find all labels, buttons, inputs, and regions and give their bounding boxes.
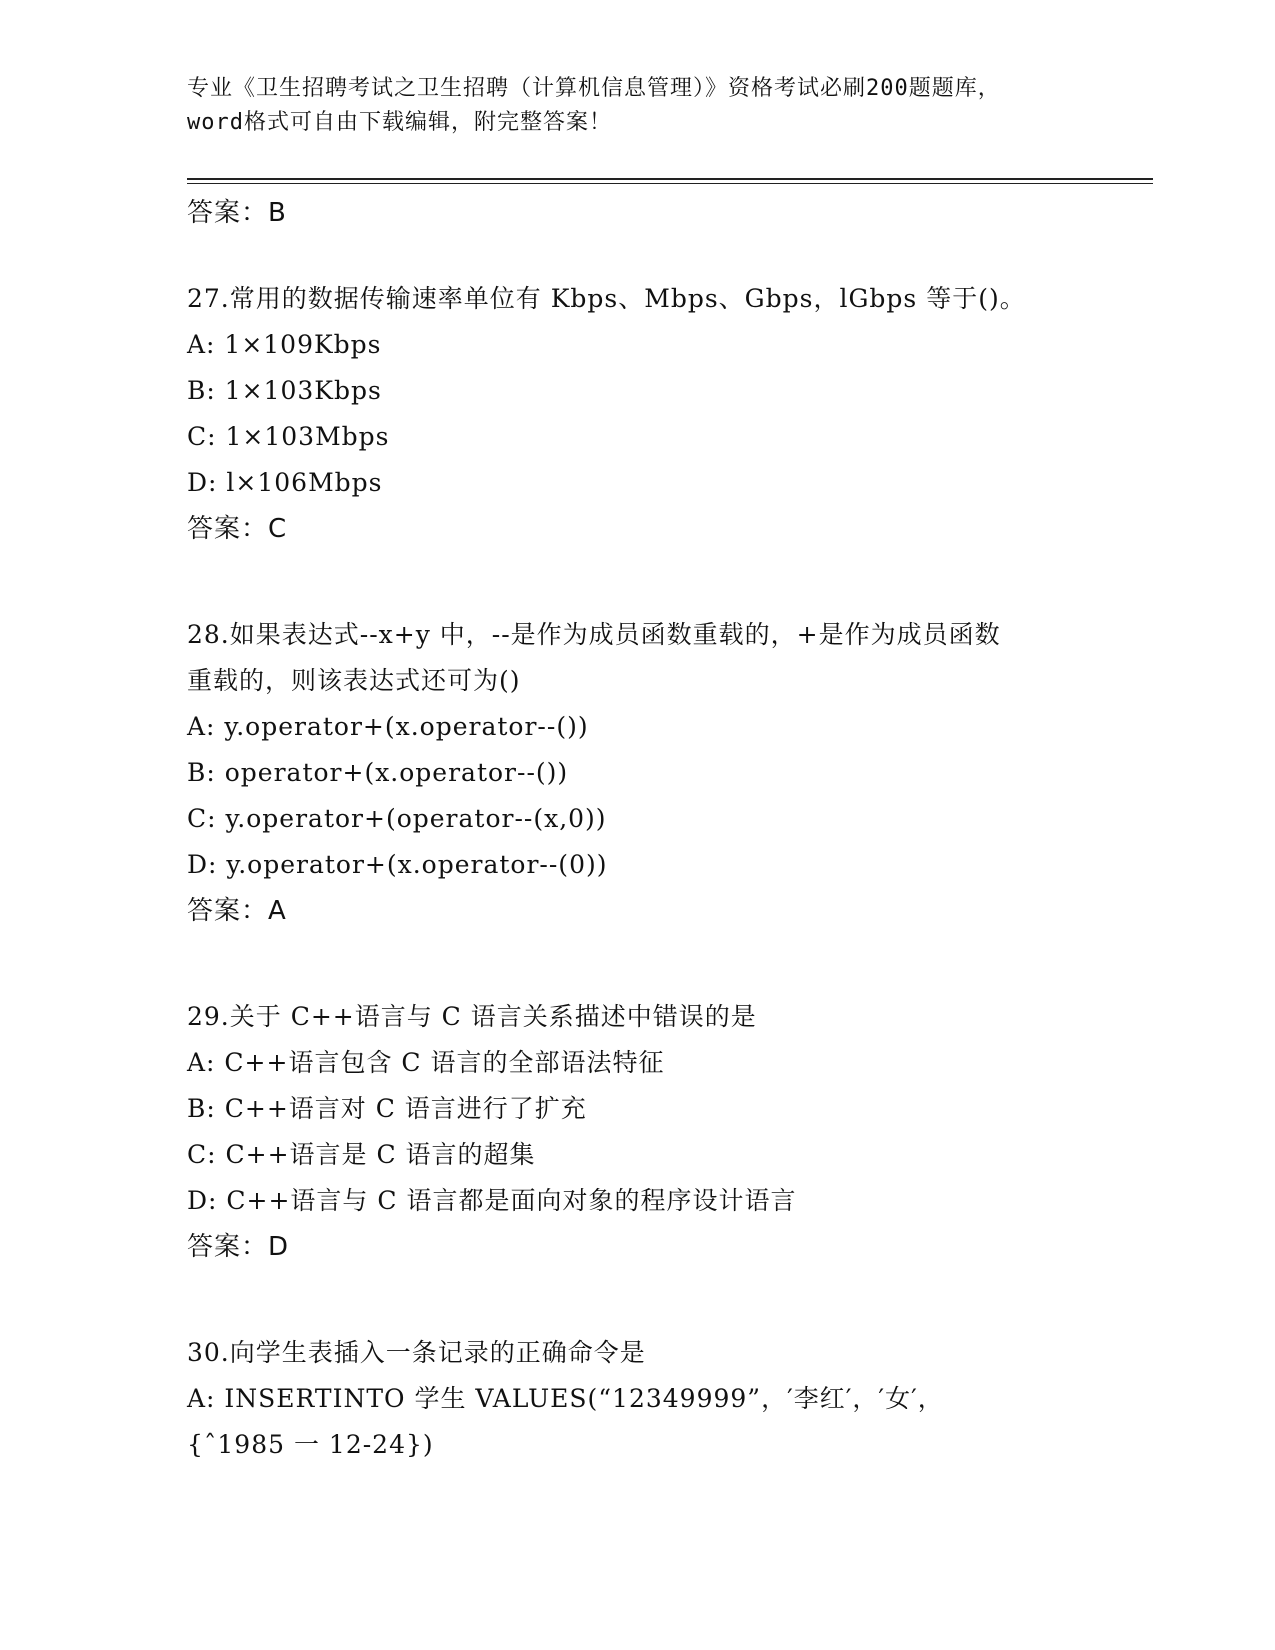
header-line-1: 专业《卫生招聘考试之卫生招聘（计算机信息管理）》资格考试必刷200题题库， — [187, 76, 1001, 101]
option-b: B: C++语言对 C 语言进行了扩充 — [187, 1094, 587, 1123]
answer-label: 答案：D — [187, 1232, 290, 1262]
option-a: A: C++语言包含 C 语言的全部语法特征 — [187, 1048, 665, 1077]
option-c: C: 1×103Mbps — [187, 422, 390, 451]
option-b: B: operator+(x.operator--()) — [187, 758, 569, 787]
question-text: 28.如果表达式--x+y 中，--是作为成员函数重载的，+是作为成员函数 — [187, 620, 1001, 649]
answer-label: 答案：C — [187, 514, 288, 544]
question-text-cont: 重载的，则该表达式还可为() — [187, 666, 521, 695]
option-d: D: l×106Mbps — [187, 468, 383, 497]
answer-label: 答案：B — [187, 198, 287, 228]
option-a: A: 1×109Kbps — [187, 330, 382, 359]
option-c: C: y.operator+(operator--(x,0)) — [187, 804, 607, 833]
question-text: 29.关于 C++语言与 C 语言关系描述中错误的是 — [187, 1002, 757, 1031]
document-header — [187, 72, 1087, 140]
answer-block-prev — [187, 190, 1147, 236]
question-27 — [187, 276, 1147, 552]
option-c: C: C++语言是 C 语言的超集 — [187, 1140, 536, 1169]
header-divider-thin — [187, 183, 1153, 184]
option-d: D: y.operator+(x.operator--(0)) — [187, 850, 608, 879]
question-30 — [187, 1330, 1147, 1468]
option-a: A: y.operator+(x.operator--()) — [187, 712, 589, 741]
header-line-2: word格式可自由下载编辑，附完整答案！ — [187, 110, 612, 135]
question-28 — [187, 612, 1147, 934]
option-b: B: 1×103Kbps — [187, 376, 382, 405]
option-a: A: INSERTINTO 学生 VALUES(“12349999”，′李红′，′女′， — [187, 1384, 944, 1413]
question-text: 27.常用的数据传输速率单位有 Kbps、Mbps、Gbps，lGbps 等于()。 — [187, 284, 1026, 313]
header-divider — [187, 178, 1153, 180]
option-d: D: C++语言与 C 语言都是面向对象的程序设计语言 — [187, 1186, 797, 1215]
option-a-cont: {ˆ1985 一 12-24}) — [187, 1430, 434, 1459]
question-list — [187, 190, 1147, 1468]
question-29 — [187, 994, 1147, 1270]
answer-label: 答案：A — [187, 896, 287, 926]
question-text: 30.向学生表插入一条记录的正确命令是 — [187, 1338, 646, 1367]
